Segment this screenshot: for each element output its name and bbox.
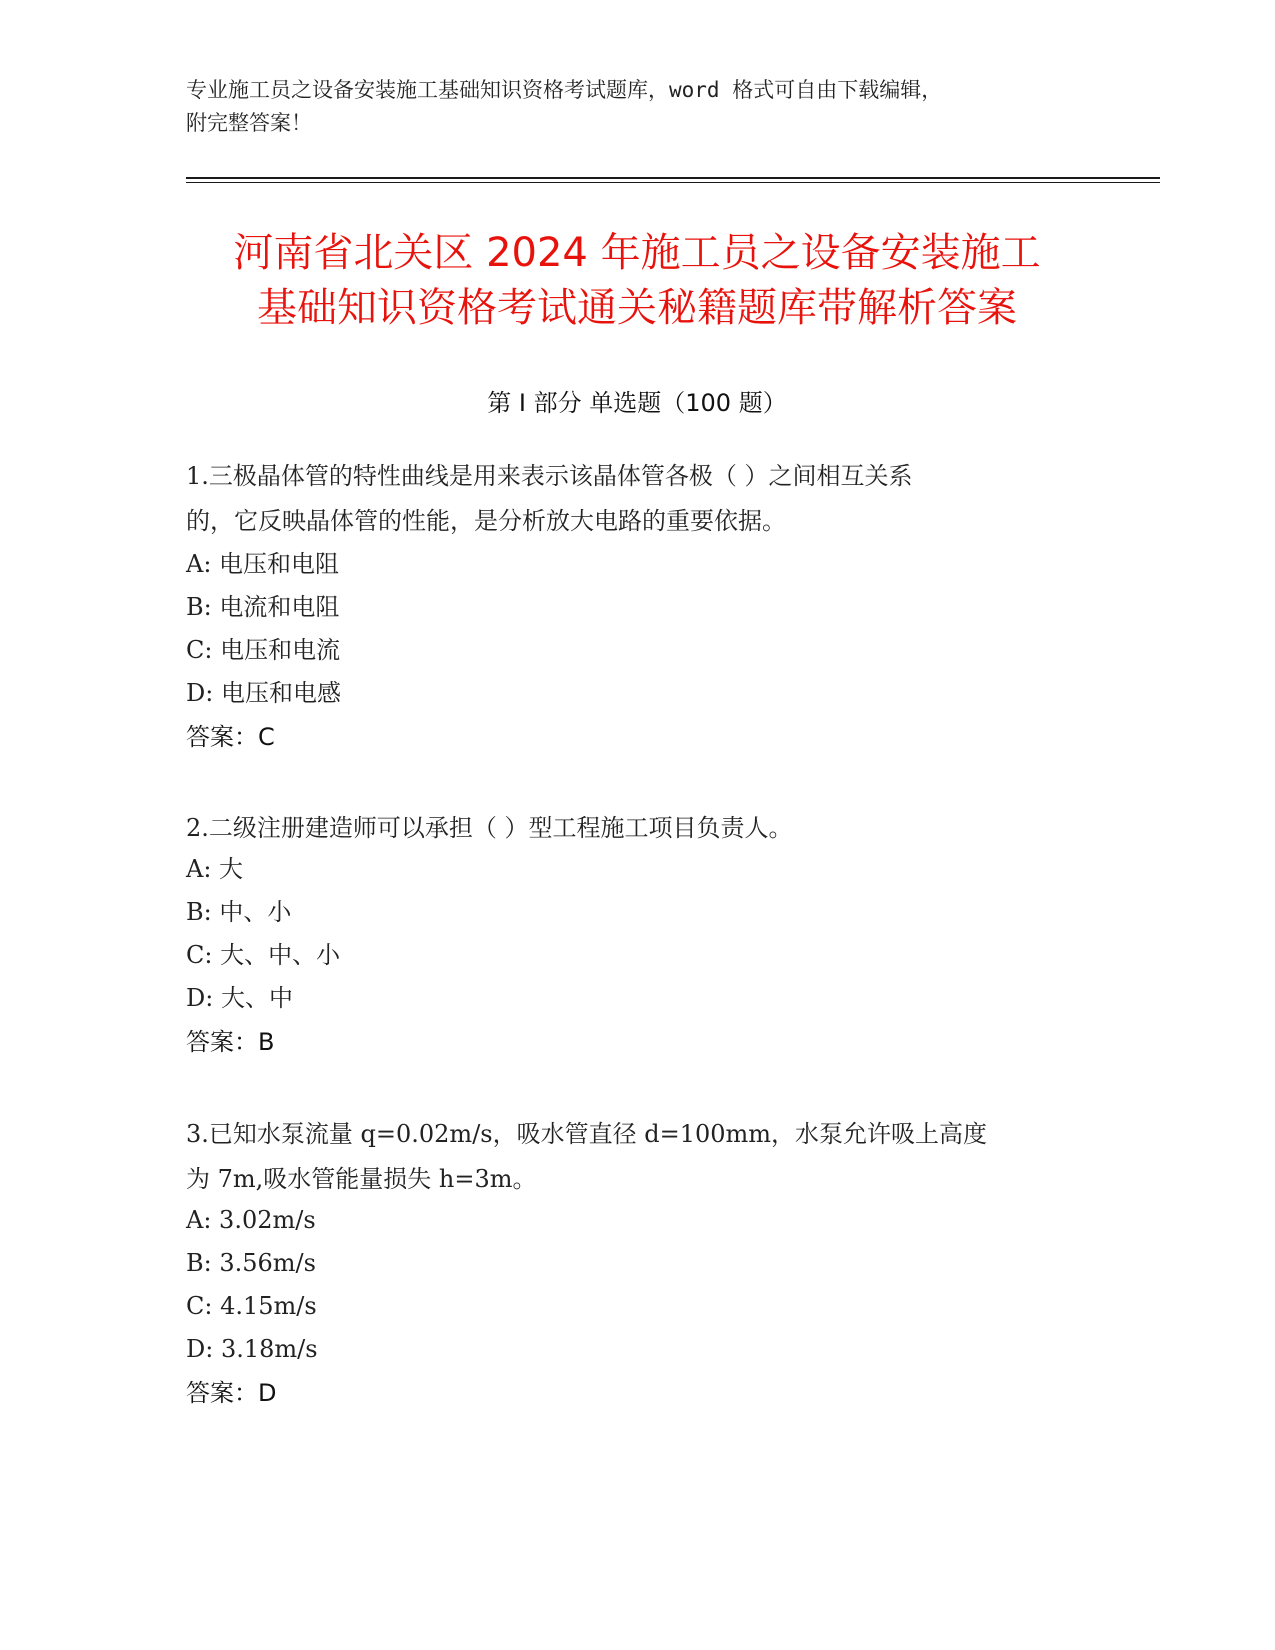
- question-1-line-1: 1.三极晶体管的特性曲线是用来表示该晶体管各极（ ）之间相互关系: [186, 462, 913, 490]
- question-1-answer: 答案：C: [186, 723, 275, 751]
- header-note: [186, 74, 1086, 140]
- question-1-text: [186, 454, 1086, 544]
- header-note-line-2: 附完整答案！: [186, 111, 312, 135]
- question-2-answer: 答案：B: [186, 1028, 275, 1056]
- header-divider-thick: [186, 177, 1160, 179]
- question-2-option-a: A: 大: [186, 855, 244, 883]
- document-title-line-2: 基础知识资格考试通关秘籍题库带解析答案: [257, 285, 1017, 331]
- question-1-option-c: C: 电压和电流: [186, 636, 341, 664]
- section-heading: 第 I 部分 单选题（100 题）: [487, 389, 787, 417]
- question-3-option-c: C: 4.15m/s: [186, 1292, 317, 1320]
- question-1-line-2: 的，它反映晶体管的性能，是分析放大电路的重要依据。: [186, 507, 786, 535]
- question-3-text: [186, 1112, 1086, 1202]
- document-title-line-1: 河南省北关区 2024 年施工员之设备安装施工: [233, 230, 1041, 276]
- question-2-line-1: 2.二级注册建造师可以承担（ ）型工程施工项目负责人。: [186, 814, 793, 842]
- document-title: [137, 226, 1137, 336]
- question-3-option-a: A: 3.02m/s: [186, 1206, 316, 1234]
- question-2-text: [186, 806, 1086, 851]
- question-3-option-b: B: 3.56m/s: [186, 1249, 316, 1277]
- question-3-option-d: D: 3.18m/s: [186, 1335, 318, 1363]
- question-1-option-b: B: 电流和电阻: [186, 593, 340, 621]
- question-2-option-d: D: 大、中: [186, 984, 293, 1012]
- question-3-answer: 答案：D: [186, 1379, 277, 1407]
- question-2-option-c: C: 大、中、小: [186, 941, 341, 969]
- header-note-line-1: 专业施工员之设备安装施工基础知识资格考试题库，word 格式可自由下载编辑，: [186, 78, 943, 102]
- question-3-line-1: 3.已知水泵流量 q=0.02m/s，吸水管直径 d=100mm，水泵允许吸上高度: [186, 1120, 988, 1148]
- question-2-option-b: B: 中、小: [186, 898, 292, 926]
- header-divider-thin: [186, 182, 1160, 183]
- question-1-option-d: D: 电压和电感: [186, 679, 341, 707]
- question-1-option-a: A: 电压和电阻: [186, 550, 340, 578]
- question-3-line-2: 为 7m,吸水管能量损失 h=3m。: [186, 1165, 537, 1193]
